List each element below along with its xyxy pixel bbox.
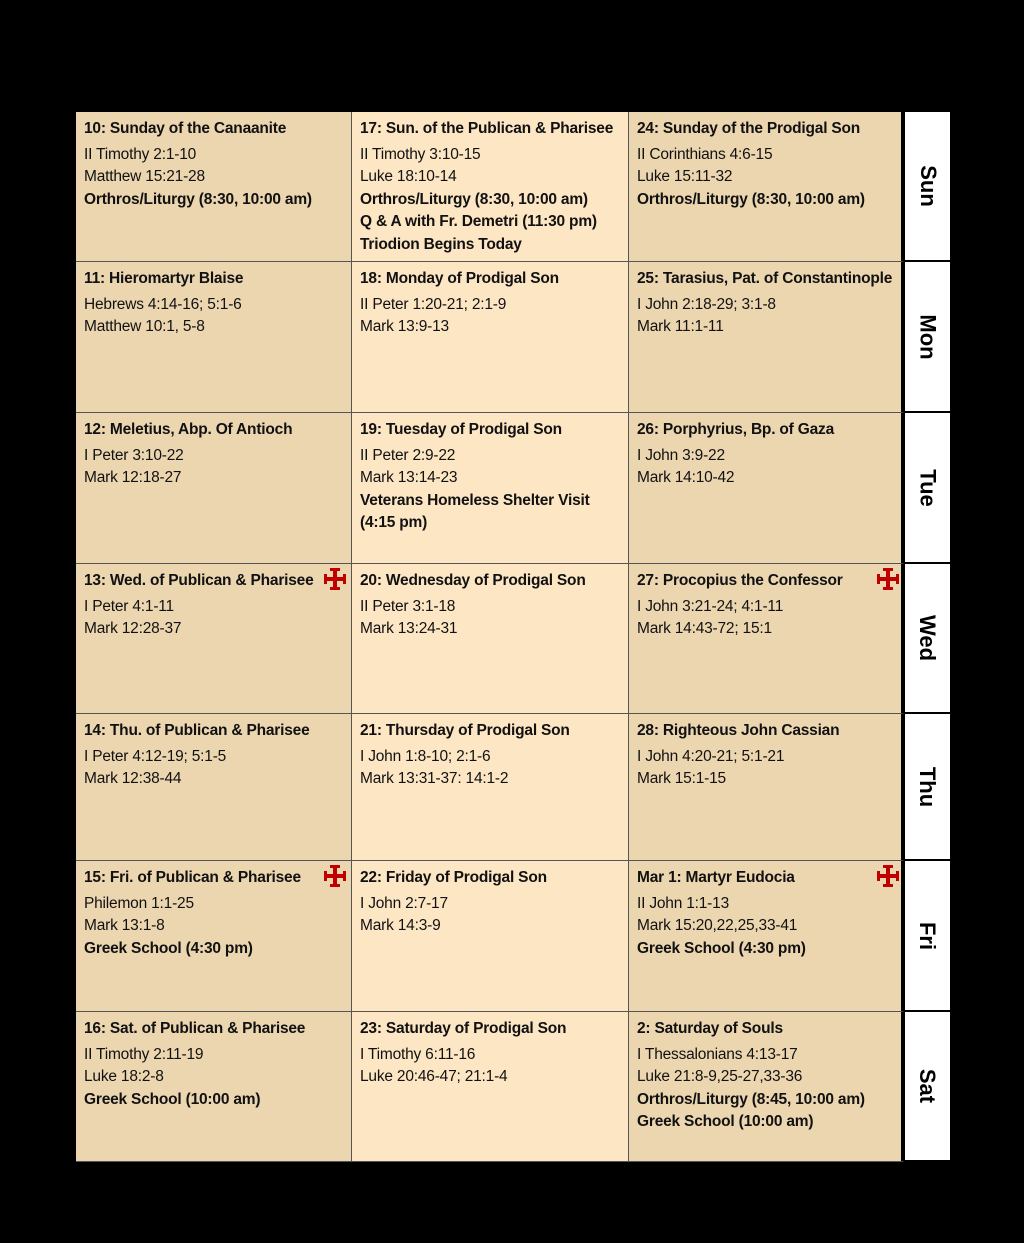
reading-line: II Timothy 2:11-19 xyxy=(84,1045,204,1063)
day-cell xyxy=(352,1012,629,1162)
reading-line: I Timothy 6:11-16 xyxy=(360,1045,476,1063)
day-title: 28: Righteous John Cassian xyxy=(637,722,840,739)
event-line: Orthros/Liturgy (8:45, 10:00 am) xyxy=(637,1090,865,1108)
reading-line: II John 1:1-13 xyxy=(637,894,729,912)
weekday-label xyxy=(905,564,950,714)
event-line: Orthros/Liturgy (8:30, 10:00 am) xyxy=(360,190,588,208)
day-cell xyxy=(76,714,352,861)
weekday-label xyxy=(905,112,950,262)
event-line: Greek School (10:00 am) xyxy=(637,1113,814,1130)
reading-line: II Peter 1:20-21; 2:1-9 xyxy=(360,295,507,313)
weekday-label xyxy=(905,861,950,1012)
day-cell xyxy=(352,861,629,1012)
day-cell xyxy=(76,262,352,413)
fast-cross-icon xyxy=(322,566,348,592)
event-line: Q & A with Fr. Demetri (11:30 pm) xyxy=(360,213,597,230)
reading-line: II Timothy 2:1-10 xyxy=(84,145,197,163)
day-title: 19: Tuesday of Prodigal Son xyxy=(360,421,562,438)
weekday-text: Sun xyxy=(915,165,941,207)
reading-line: Mark 15:1-15 xyxy=(637,770,726,787)
reading-line: I John 2:7-17 xyxy=(360,894,448,912)
reading-line: Mark 12:28-37 xyxy=(84,620,182,637)
reading-line: Mark 14:43-72; 15:1 xyxy=(637,620,772,637)
day-title: 17: Sun. of the Publican & Pharisee xyxy=(360,120,614,137)
reading-line: Matthew 15:21-28 xyxy=(84,168,205,185)
reading-line: Mark 12:18-27 xyxy=(84,469,182,486)
event-line: Veterans Homeless Shelter Visit xyxy=(360,491,590,509)
day-cell xyxy=(76,413,352,564)
weekday-text: Mon xyxy=(915,313,941,360)
day-cell xyxy=(352,564,629,714)
reading-line: Mark 11:1-11 xyxy=(637,318,724,335)
day-cell xyxy=(352,413,629,564)
reading-line: Mark 13:31-37: 14:1-2 xyxy=(360,770,509,787)
reading-line: II Peter 3:1-18 xyxy=(360,597,456,615)
day-title: 13: Wed. of Publican & Pharisee xyxy=(84,572,314,589)
event-line: Orthros/Liturgy (8:30, 10:00 am) xyxy=(84,190,312,208)
day-title: 20: Wednesday of Prodigal Son xyxy=(360,572,586,589)
day-title: 12: Meletius, Abp. Of Antioch xyxy=(84,421,293,438)
reading-line: I John 4:20-21; 5:1-21 xyxy=(637,747,785,765)
reading-line: Mark 15:20,22,25,33-41 xyxy=(637,917,798,934)
day-title: 10: Sunday of the Canaanite xyxy=(84,120,287,137)
day-cell xyxy=(629,861,905,1012)
reading-line: Mark 13:1-8 xyxy=(84,917,165,934)
weekday-label xyxy=(905,262,950,413)
day-cell xyxy=(629,714,905,861)
weekday-text: Thu xyxy=(915,766,941,807)
day-title: 16: Sat. of Publican & Pharisee xyxy=(84,1020,306,1037)
day-cell xyxy=(76,112,352,262)
reading-line: II Timothy 3:10-15 xyxy=(360,145,481,163)
event-line: Greek School (10:00 am) xyxy=(84,1090,261,1108)
weekday-text: Wed xyxy=(915,614,941,662)
day-cell xyxy=(352,714,629,861)
day-title: 15: Fri. of Publican & Pharisee xyxy=(84,869,301,886)
reading-line: I Peter 4:1-11 xyxy=(84,597,174,615)
day-title: 11: Hieromartyr Blaise xyxy=(84,270,244,287)
day-cell xyxy=(76,1012,352,1162)
reading-line: Matthew 10:1, 5-8 xyxy=(84,318,205,335)
reading-line: I John 2:18-29; 3:1-8 xyxy=(637,295,776,313)
weekday-text: Tue xyxy=(915,468,941,507)
fast-cross-icon xyxy=(875,566,901,592)
event-line: (4:15 pm) xyxy=(360,514,428,531)
day-title: 24: Sunday of the Prodigal Son xyxy=(637,120,861,137)
reading-line: Luke 21:8-9,25-27,33-36 xyxy=(637,1068,803,1085)
day-cell xyxy=(629,112,905,262)
reading-line: Mark 12:38-44 xyxy=(84,770,182,787)
day-cell xyxy=(352,112,629,262)
event-line: Greek School (4:30 pm) xyxy=(84,939,253,957)
event-line: Orthros/Liturgy (8:30, 10:00 am) xyxy=(637,190,865,208)
reading-line: I Peter 4:12-19; 5:1-5 xyxy=(84,747,227,765)
day-title: 23: Saturday of Prodigal Son xyxy=(360,1020,567,1037)
weekday-label xyxy=(905,714,950,861)
reading-line: Mark 13:14-23 xyxy=(360,469,458,486)
day-title: 2: Saturday of Souls xyxy=(637,1020,783,1037)
weekday-text: Sat xyxy=(915,1068,941,1104)
reading-line: Luke 20:46-47; 21:1-4 xyxy=(360,1068,508,1085)
day-title: 26: Porphyrius, Bp. of Gaza xyxy=(637,421,835,438)
reading-line: I John 3:21-24; 4:1-11 xyxy=(637,597,784,615)
day-title: 14: Thu. of Publican & Pharisee xyxy=(84,722,310,739)
day-cell xyxy=(629,262,905,413)
reading-line: Philemon 1:1-25 xyxy=(84,894,194,912)
fast-cross-icon xyxy=(875,863,901,889)
reading-line: Mark 13:9-13 xyxy=(360,318,449,335)
calendar-grid xyxy=(76,112,950,1162)
day-cell xyxy=(629,413,905,564)
reading-line: II Peter 2:9-22 xyxy=(360,446,456,464)
day-title: 21: Thursday of Prodigal Son xyxy=(360,722,570,739)
day-cell xyxy=(629,564,905,714)
weekday-label xyxy=(905,1012,950,1162)
reading-line: I Thessalonians 4:13-17 xyxy=(637,1045,798,1063)
event-line: Triodion Begins Today xyxy=(360,235,522,253)
day-title: 22: Friday of Prodigal Son xyxy=(360,869,547,886)
reading-line: Luke 18:2-8 xyxy=(84,1068,164,1085)
reading-line: Luke 15:11-32 xyxy=(637,168,733,185)
day-title: 25: Tarasius, Pat. of Constantinople xyxy=(637,270,893,287)
reading-line: Mark 13:24-31 xyxy=(360,620,458,637)
day-cell xyxy=(76,564,352,714)
day-title: 18: Monday of Prodigal Son xyxy=(360,270,559,287)
reading-line: Mark 14:3-9 xyxy=(360,917,441,934)
reading-line: I John 3:9-22 xyxy=(637,446,725,464)
event-line: Greek School (4:30 pm) xyxy=(637,939,806,957)
weekday-text: Fri xyxy=(915,921,941,950)
reading-line: Mark 14:10-42 xyxy=(637,469,735,486)
fast-cross-icon xyxy=(322,863,348,889)
day-cell xyxy=(629,1012,905,1162)
day-title: 27: Procopius the Confessor xyxy=(637,572,843,589)
day-cell xyxy=(352,262,629,413)
reading-line: I Peter 3:10-22 xyxy=(84,446,184,464)
day-title: Mar 1: Martyr Eudocia xyxy=(637,869,795,886)
reading-line: Hebrews 4:14-16; 5:1-6 xyxy=(84,295,242,313)
reading-line: I John 1:8-10; 2:1-6 xyxy=(360,747,491,765)
weekday-label xyxy=(905,413,950,564)
reading-line: II Corinthians 4:6-15 xyxy=(637,145,773,163)
day-cell xyxy=(76,861,352,1012)
reading-line: Luke 18:10-14 xyxy=(360,168,457,185)
